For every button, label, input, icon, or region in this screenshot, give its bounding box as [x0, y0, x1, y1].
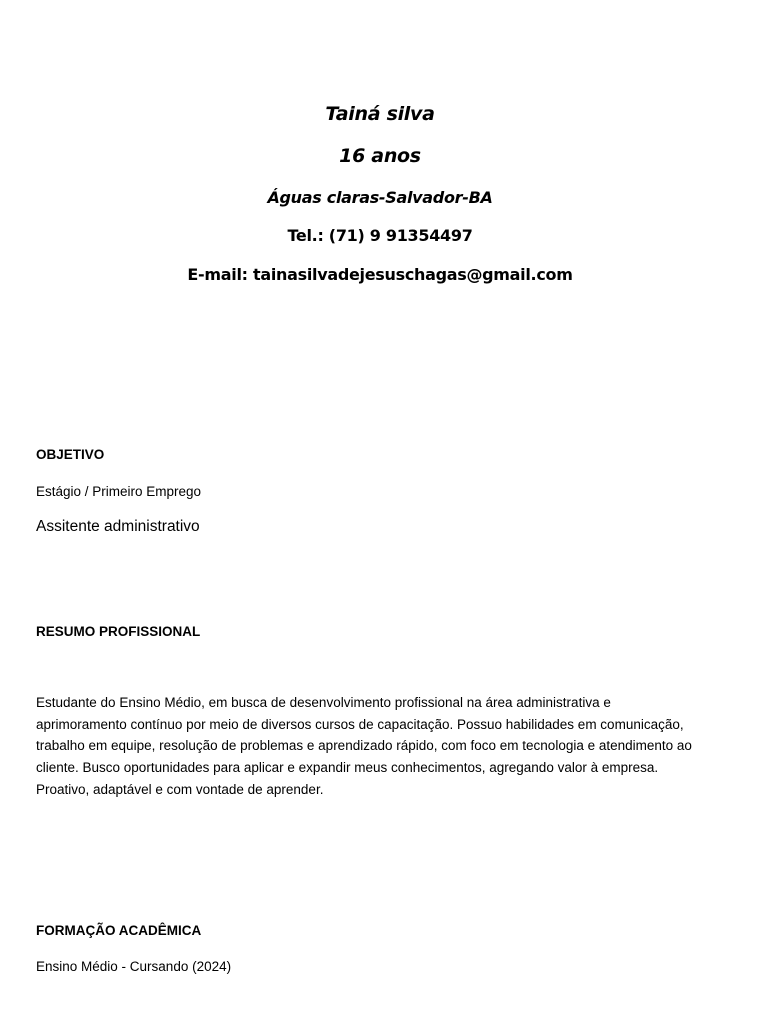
summary-paragraph — [36, 692, 736, 801]
candidate-age: 16 anos — [339, 145, 421, 167]
candidate-location: Águas claras-Salvador-BA — [267, 188, 493, 207]
summary-heading: RESUMO PROFISSIONAL — [36, 624, 201, 639]
objective-line-1: Estágio / Primeiro Emprego — [36, 484, 202, 499]
objective-line-2: Assitente administrativo — [36, 518, 200, 535]
candidate-phone: Tel.: (71) 9 91354497 — [287, 226, 473, 245]
summary-line-5: Proativo, adaptável e com vontade de aprender. — [36, 781, 324, 797]
education-heading: FORMAÇÃO ACADÊMICA — [36, 923, 202, 938]
objective-heading: OBJETIVO — [36, 447, 105, 462]
candidate-email: E-mail: tainasilvadejesuschagas@gmail.com — [187, 265, 573, 284]
summary-line-2: aprimoramento contínuo por meio de diversos cursos de capacitação. Possuo habilidades em comunicação, — [36, 716, 684, 732]
summary-line-1: Estudante do Ensino Médio, em busca de desenvolvimento profissional na área administrativa e — [36, 695, 611, 710]
summary-line-4: cliente. Busco oportunidades para aplicar e expandir meus conhecimentos, agregando valor à empresa. — [36, 760, 659, 776]
education-line-1: Ensino Médio - Cursando (2024) — [36, 959, 232, 974]
candidate-name: Tainá silva — [325, 103, 435, 125]
summary-line-3: trabalho em equipe, resolução de problemas e aprendizado rápido, com foco em tecnologia e atendimento ao — [36, 738, 692, 754]
